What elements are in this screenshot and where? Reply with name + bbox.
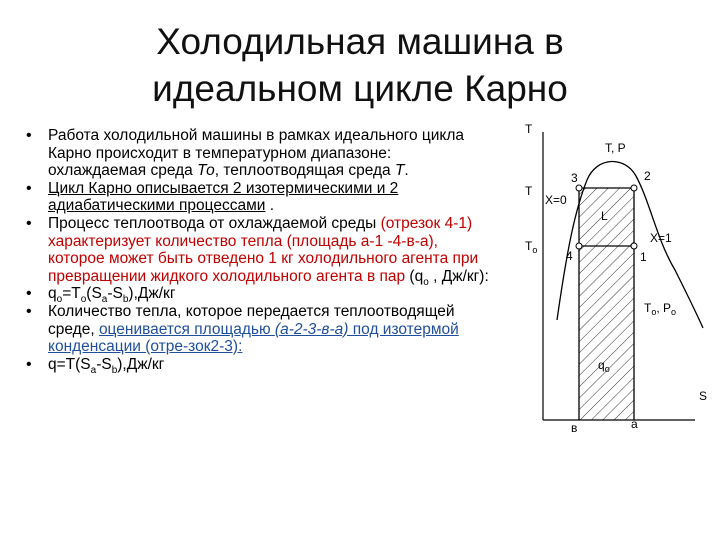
label-por-main: , Р: [656, 301, 672, 315]
bullet-item: [22, 180, 492, 215]
formula-text: -S: [96, 355, 112, 373]
bullet-text-underlined: Цикл Карно описывается 2 изотермическими и 2 адиабатическими процессами: [48, 179, 399, 215]
formula-text: ),Дж/кг: [128, 285, 176, 303]
bullet-item: [22, 356, 492, 374]
bullet-text: , Дж/кг):: [428, 267, 489, 285]
bullet-item: [22, 285, 492, 306]
label-b: в: [571, 421, 578, 435]
label-to: [525, 239, 537, 255]
bullet-item: [22, 127, 492, 180]
point-4-marker: [576, 243, 582, 249]
bullet-text-blue-italic: (а-2-3-в-а): [274, 320, 349, 338]
bullet-text: Работа холодильной машины в рамках идеального цикла Карно происходит в температурном диапазоне: охлаждаемая среда: [48, 127, 465, 180]
label-tor-sub: о: [651, 307, 657, 317]
bullet-item: [22, 214, 492, 288]
formula-text: =T: [62, 285, 81, 303]
bullet-text: (q: [405, 267, 424, 285]
label-tor-main: Т: [644, 301, 652, 315]
label-to-main: Т: [525, 239, 533, 253]
label-x0: Х=0: [545, 193, 567, 207]
axis-s-label: S: [699, 389, 708, 403]
point-2-label: 2: [644, 169, 651, 183]
bullet-item: [22, 303, 492, 356]
subscript: b: [122, 294, 129, 306]
subscript: o: [80, 294, 87, 306]
formula-text: -S: [107, 285, 123, 303]
formula-text: ),Дж/кг: [117, 355, 165, 373]
bullet-text-blue: оценивается площадью: [98, 320, 275, 338]
point-1-marker: [631, 243, 637, 249]
bullet-text: .: [265, 197, 275, 215]
label-t: Т: [525, 184, 533, 198]
bullet-text: , теплоотводящая среда: [214, 162, 395, 180]
bullet-text-blue: под изотермой конденсации (отре-зок2-3):: [48, 320, 459, 356]
subscript: a: [101, 294, 108, 306]
label-t-p: Т, Р: [605, 141, 626, 155]
subscript: b: [111, 364, 118, 376]
formula-text: q: [48, 285, 57, 303]
point-4-label: 4: [566, 249, 573, 263]
label-tor-por: [644, 301, 676, 317]
point-1-label: 1: [640, 250, 647, 264]
label-to-sub: о: [532, 245, 538, 255]
label-qo-sub: о: [604, 364, 610, 374]
bullet-text-italic: То: [197, 162, 215, 180]
formula-text: (S: [86, 285, 102, 303]
title-line-2: идеальном цикле Карно: [152, 68, 568, 109]
bullet-text: .: [404, 162, 409, 180]
label-a: а: [631, 417, 638, 431]
subscript: a: [90, 364, 97, 376]
point-3-marker: [576, 185, 582, 191]
subscript: o: [56, 294, 63, 306]
point-3-label: 3: [571, 171, 578, 185]
point-2-marker: [631, 185, 637, 191]
subscript: o: [423, 276, 429, 288]
bullet-list: [22, 127, 492, 376]
bullet-text-italic: Т: [394, 162, 405, 180]
title-line-1: Холодильная машина в: [156, 21, 564, 62]
label-x1: Х=1: [650, 231, 672, 245]
ts-diagram: [505, 110, 715, 440]
label-l: L: [601, 209, 608, 223]
axis-t-label: Т: [525, 122, 533, 136]
bullet-text: Процесс теплоотвода от охлаждаемой среды: [48, 214, 381, 232]
label-qo-main: q: [598, 358, 605, 372]
formula-text: q=T(S: [48, 355, 91, 373]
bullet-text-red: (отрезок 4-1) характеризует количество тепла (площадь а-1 -4-в-а), которое может быть отведено 1 кг холодильного агента при превращении жидкого холодильного агента в пар: [48, 214, 479, 285]
bullet-text: Количество тепла, которое передается теплоотводящей среде,: [48, 302, 455, 338]
label-por-sub: о: [671, 307, 677, 317]
slide-title: [60, 18, 660, 112]
